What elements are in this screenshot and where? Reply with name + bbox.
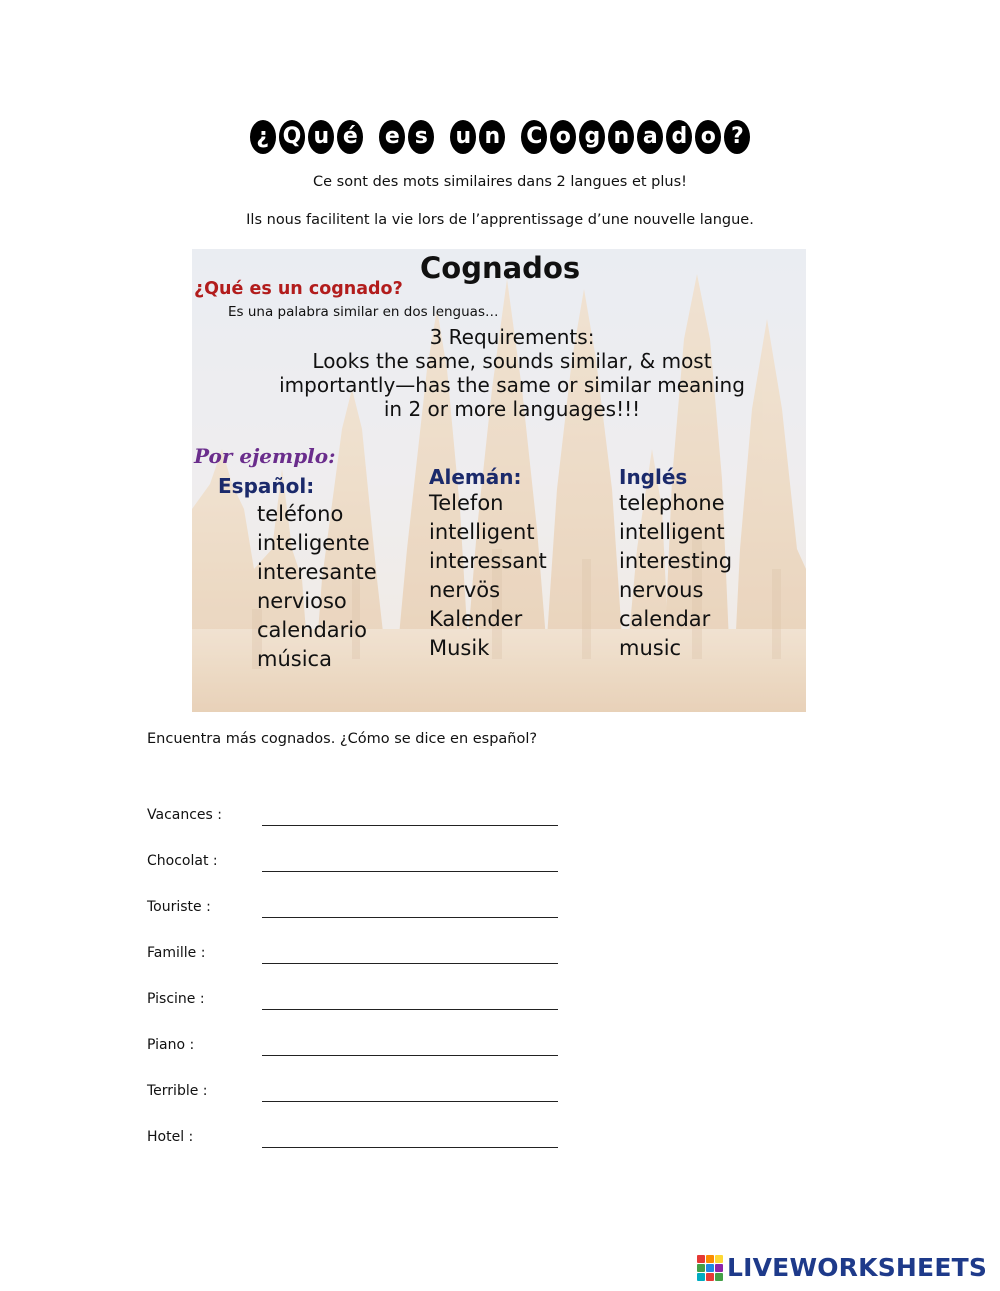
title-letter: ? [724, 120, 750, 154]
title-letter: s [408, 120, 434, 154]
exercise-row [147, 852, 558, 898]
answer-field-vacances[interactable] [262, 806, 558, 826]
logo-block [715, 1273, 723, 1281]
answer-field-terrible[interactable] [262, 1082, 558, 1102]
panel-question: ¿Qué es un cognado? [194, 279, 403, 299]
title-space [366, 120, 376, 154]
logo-block [715, 1264, 723, 1272]
logo-mark-icon [697, 1255, 723, 1281]
answer-field-piscine[interactable] [262, 990, 558, 1010]
requirements-line: Looks the same, sounds similar, & most [312, 349, 712, 373]
word-item: intelligent [429, 520, 535, 544]
title-letter: Q [279, 120, 306, 154]
answer-field-chocolat[interactable] [262, 852, 558, 872]
requirements-line: importantly—has the same or similar meaning [279, 373, 745, 397]
column-heading: Inglés [619, 465, 688, 489]
logo-block [715, 1255, 723, 1263]
logo-block [697, 1273, 705, 1281]
exercise-row [147, 1128, 558, 1174]
example-label: Por ejemplo: [194, 444, 336, 468]
column-english [619, 465, 732, 663]
word-item: interesting [619, 549, 733, 573]
title-space [437, 120, 447, 154]
word-item: Musik [429, 636, 490, 660]
title-letter: e [379, 120, 405, 154]
intro-line-2: Ils nous facilitent la vie lors de l’apprentissage d’une nouvelle langue. [246, 212, 754, 228]
cognados-panel [192, 249, 806, 712]
answer-field-touriste[interactable] [262, 898, 558, 918]
title-letter: C [521, 120, 547, 154]
word-item: Kalender [429, 607, 523, 631]
title-letter: o [695, 120, 721, 154]
exercise-row [147, 1082, 558, 1128]
word-item: interesante [257, 560, 377, 584]
answer-field-piano[interactable] [262, 1036, 558, 1056]
title-letter: a [637, 120, 663, 154]
liveworksheets-logo [697, 1253, 987, 1282]
title-letter: d [666, 120, 692, 154]
exercise-label: Hotel : [147, 1129, 194, 1145]
title-letter: n [608, 120, 634, 154]
exercise-row [147, 944, 558, 990]
title-letter: é [337, 120, 363, 154]
word-item: intelligent [619, 520, 725, 544]
word-item: interessant [429, 549, 547, 573]
exercise-row [147, 806, 558, 852]
title-letter: u [308, 120, 334, 154]
logo-block [697, 1255, 705, 1263]
logo-block [706, 1264, 714, 1272]
title-letter: u [450, 120, 476, 154]
word-item: música [257, 647, 332, 671]
word-item: music [619, 636, 682, 660]
word-item: nervös [429, 578, 501, 602]
exercise-label: Chocolat : [147, 853, 218, 869]
title-letter: o [550, 120, 576, 154]
word-item: telephone [619, 491, 725, 515]
requirements-block [222, 325, 802, 421]
word-item: teléfono [257, 502, 344, 526]
logo-block [697, 1264, 705, 1272]
word-item: nervioso [257, 589, 347, 613]
word-item: calendario [257, 618, 367, 642]
title-letter: g [579, 120, 605, 154]
word-item: inteligente [257, 531, 370, 555]
panel-title: Cognados [420, 251, 581, 285]
intro-line-1: Ce sont des mots similaires dans 2 langues et plus! [313, 174, 687, 190]
logo-block [706, 1273, 714, 1281]
logo-block [706, 1255, 714, 1263]
answer-field-famille[interactable] [262, 944, 558, 964]
column-spanish [218, 474, 377, 674]
column-heading: Alemán: [429, 465, 522, 489]
exercise-label: Touriste : [147, 899, 211, 915]
title-space [508, 120, 518, 154]
word-item: Telefon [429, 491, 504, 515]
exercise-label: Vacances : [147, 807, 222, 823]
title-bubble-letters [250, 120, 751, 154]
title-letter: n [479, 120, 505, 154]
answer-field-hotel[interactable] [262, 1128, 558, 1148]
title-letter: ¿ [250, 120, 276, 154]
exercise-list [147, 806, 558, 1174]
requirements-line: in 2 or more languages!!! [383, 397, 641, 421]
exercise-row [147, 1036, 558, 1082]
column-german [429, 465, 547, 663]
exercise-label: Famille : [147, 945, 206, 961]
exercise-instruction: Encuentra más cognados. ¿Cómo se dice en español? [147, 731, 538, 747]
panel-definition: Es una palabra similar en dos lenguas… [228, 304, 499, 320]
exercise-label: Piscine : [147, 991, 205, 1007]
exercise-row [147, 990, 558, 1036]
worksheet-title [0, 120, 1000, 154]
exercise-label: Terrible : [147, 1083, 208, 1099]
logo-text: LIVEWORKSHEETS [727, 1253, 988, 1282]
word-item: calendar [619, 607, 711, 631]
word-item: nervous [619, 578, 704, 602]
exercise-row [147, 898, 558, 944]
requirements-line: 3 Requirements: [429, 325, 595, 349]
exercise-label: Piano : [147, 1037, 195, 1053]
column-heading: Español: [218, 474, 315, 498]
